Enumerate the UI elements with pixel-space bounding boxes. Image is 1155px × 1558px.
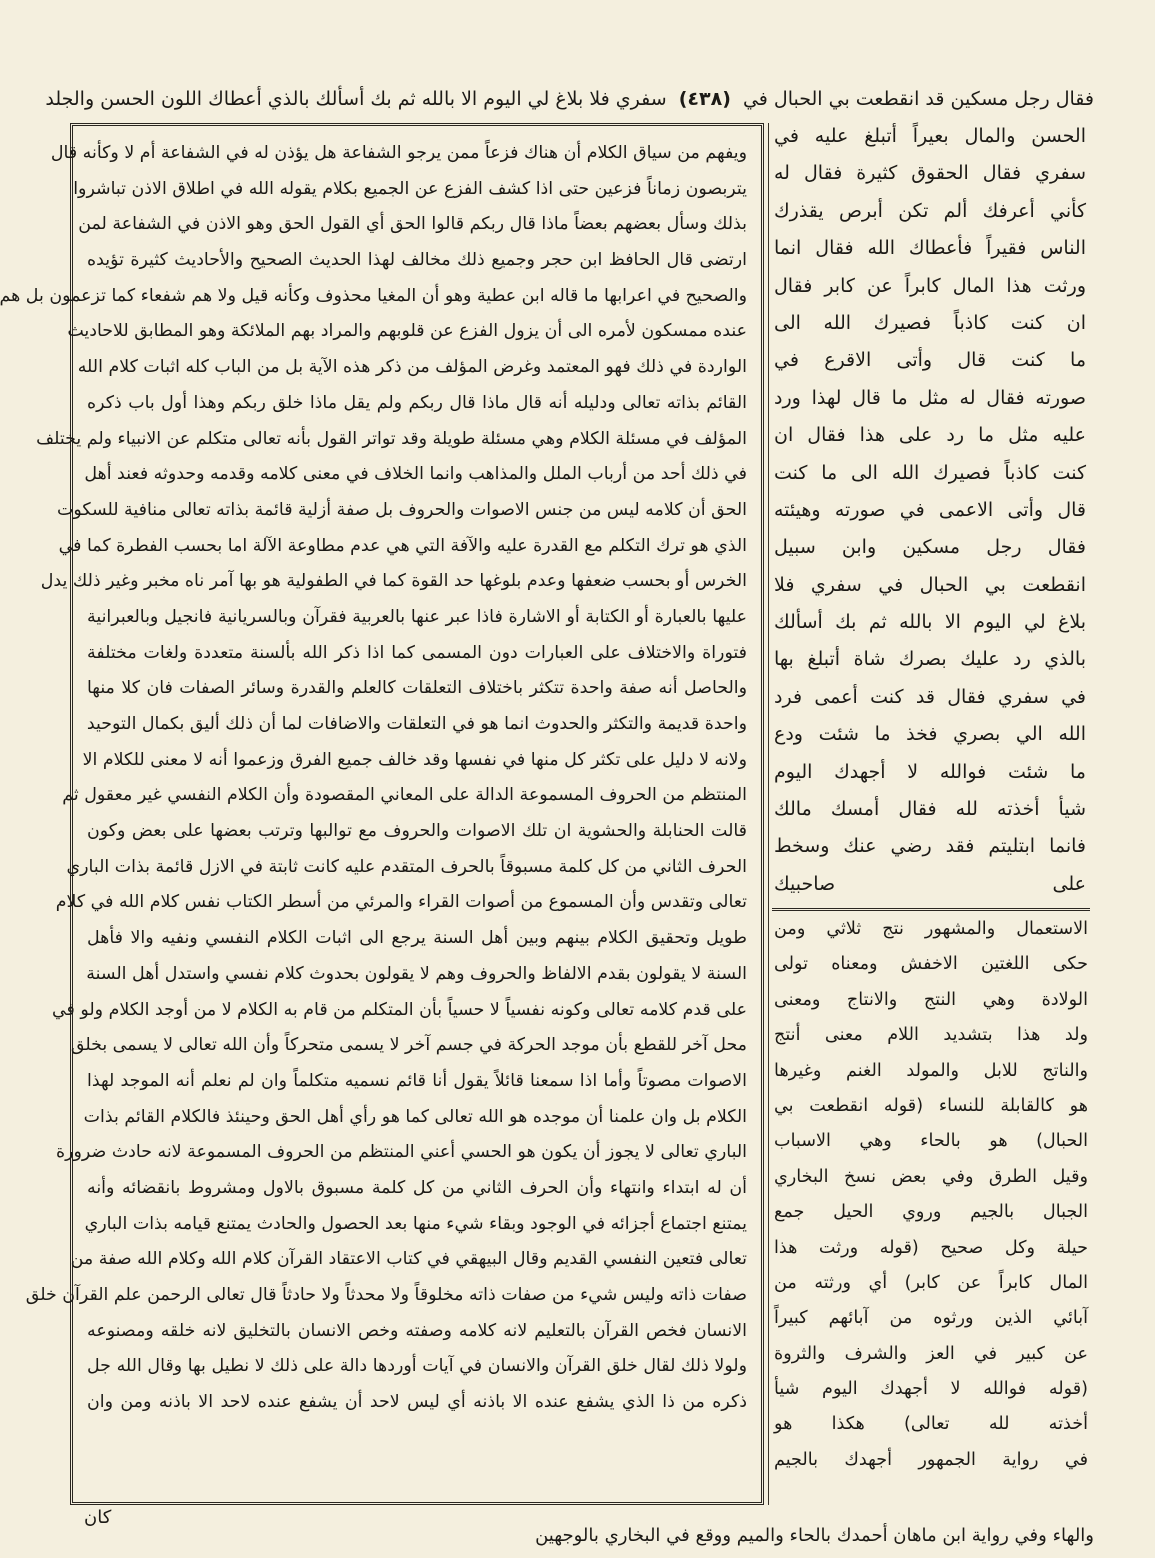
footer-line: والهاء وفي رواية ابن ماهان أحمدك بالحاء والميم ووقع في البخاري بالوجهين (535, 1525, 1094, 1546)
side-commentary-line: أخذته لله تعالى) هكذا هو (774, 1414, 1088, 1435)
commentary-line: صفات ذاته وليس شيء من صفات ذاته مخلوقاً ولا محدثاً ولا حادثاً قال تعالى الرحمن علم القرآن خلق (25, 1285, 747, 1305)
commentary-line: المؤلف في مسئلة الكلام وهي مسئلة طويلة وقد تواتر القول بأنه تعالى متكلم عن الانبياء ولم يختلف (36, 428, 747, 449)
main-text-line: قال وأتى الاعمى في صورته وهيئته (774, 498, 1086, 521)
commentary-line: عليها بالعبارة أو الكتابة أو الاشارة فاذا عبر عنها بالعربية فقرآن وبالسريانية فانجيل وبالعبرانية (87, 606, 747, 627)
side-commentary-line: (قوله فوالله لا أجهدك اليوم شيأ (774, 1379, 1088, 1400)
commentary-line: محل آخر للقطع بأن موجد الحركة في جسم آخر لا يسمى متحركاً وأن الله تعالى لا يسمى بخلق (70, 1035, 747, 1056)
main-text-line: ما كنت قال وأتى الاقرع في (774, 349, 1086, 372)
header-left-text: سفري فلا بلاغ لي اليوم الا بالله ثم بك أسألك بالذي أعطاك اللون الحسن والجلد (45, 88, 667, 110)
main-text-line: صورته فقال له مثل ما قال لهذا ورد (774, 386, 1086, 409)
commentary-line: الباري تعالى لا يجوز أن يكون هو الحسي أعني المنتظم من الحروف المسموعة لانه حادث ضرورة (56, 1142, 747, 1163)
main-text-line: على صاحبيك (774, 872, 1086, 895)
commentary-line: الاصوات مصوتاً وأما اذا سمعنا قائلاً يقول أنا قائم نسميه متكلماً وان لم نعلم أنه الموجد لهذا (87, 1070, 747, 1091)
commentary-line: ارتضى قال الحافظ ابن حجر وجميع ذلك مخالف لهذا الحديث الصحيح والأحاديث كثيرة تؤيده (87, 250, 747, 271)
commentary-line: ذكره من ذا الذي يشفع عنده الا باذنه أي ليس لاحد أن يشفع عنده لاحد الا باذنه ومن وان (87, 1392, 747, 1413)
main-text-line: بلاغ لي اليوم الا بالله ثم بك أسألك (774, 611, 1086, 634)
side-commentary-line: ولد هذا بتشديد اللام معنى أنتج (774, 1025, 1088, 1046)
side-commentary-line: هو كالقابلة للنساء (قوله انقطعت بي (774, 1095, 1088, 1116)
commentary-line: فتوراة والاختلاف على العبارات دون المسمى كما اذا ذكر الله بألسنة متعددة ولغات مختلفة (87, 642, 747, 663)
commentary-line: السنة لا يقولون بقدم الالفاظ والحروف وهم لا يقولون بحدوث كلام نفسي واستدل أهل السنة (86, 963, 747, 984)
commentary-line: الذي هو ترك التكلم مع القدرة عليه والآفة التي هي عدم مطاوعة الآلة اما بحسب الفطرة كما في (58, 535, 747, 556)
commentary-line: الانسان فخص القرآن بالتعليم لانه كلامه وصفته وخص الانسان بالتخليق لانه خلقه ومصنوعه (87, 1320, 747, 1341)
main-text-line: ان كنت كاذباً فصيرك الله الى (774, 311, 1086, 334)
main-text-line: انقطعت بي الحبال في سفري فلا (774, 573, 1086, 596)
commentary-line: والحاصل أنه صفة واحدة تتكثر باختلاف التعلقات كالعلم والقدرة وسائر الصفات فان كلا منها (87, 678, 747, 699)
main-text-line: في سفري فقال قد كنت أعمى فرد (774, 685, 1086, 708)
commentary-line: الحرف الثاني من كل كلمة مسبوقاً بالحرف المتقدم عليه كانت ثابتة في الازل قائمة بذات الباري (66, 856, 747, 877)
side-commentary-line: وقيل الطرق وفي بعض نسخ البخاري (774, 1166, 1088, 1187)
side-commentary-line: آبائي الذين ورثوه من آبائهم كبيراً (774, 1308, 1088, 1329)
main-text-line: بالذي رد عليك بصرك شاة أتبلغ بها (774, 648, 1086, 671)
main-text-line: الله الي بصري فخذ ما شئت ودع (774, 723, 1086, 746)
header-right-text: فقال رجل مسكين قد انقطعت بي الحبال في (742, 88, 1094, 110)
side-commentary-line: عن كبير في العز والشرف والثروة (774, 1343, 1088, 1364)
commentary-line: طويل وتحقيق الكلام بينهم وبين أهل السنة يرجع الى اثبات الكلام النفسي ونفيه والا فأهل (87, 928, 747, 949)
commentary-line: ويفهم من سياق الكلام أن هناك فزعاً ممن يرجو الشفاعة هل يؤذن له في الشفاعة أم لا وكأنه قال (50, 143, 747, 163)
page-number: (٤٣٨) (678, 88, 731, 110)
main-text-line: ورثت هذا المال كابراً عن كابر فقال (774, 274, 1086, 297)
main-text-line: عليه مثل ما رد على هذا فقال ان (774, 424, 1086, 447)
commentary-line: يتربصون زماناً فزعين حتى اذا كشف الفزع عن الجميع بكلام يقوله الله في اطلاق الاذن تباشروا (73, 178, 747, 199)
main-text-line: شيأ أخذته لله فقال أمسك مالك (774, 798, 1086, 821)
main-text-line: الحسن والمال بعيراً أتبلغ عليه في (774, 125, 1086, 147)
commentary-line: أن له ابتداء وانتهاء وأن الحرف الثاني من كل كلمة مسبوق بالاول ومشروط بانقضائه وأنه (87, 1177, 747, 1198)
header-line (45, 84, 1094, 114)
commentary-line: عنده ممسكون لأمره الى أن يزول الفزع عن قلوبهم والمراد بهم الملائكة وهو المطابق للاحاديث (67, 321, 747, 342)
commentary-line: ولانه لا دليل على تكثر كل منها في نفسها وقد خالف جميع الفرق وزعموا أنه لا معنى للكلام الا (82, 749, 747, 770)
commentary-line: واحدة قديمة والتكثر والحدوث انما هو في التعلقات والاضافات لما أن ذلك أليق بكمال التوحيد (86, 714, 747, 734)
main-text-column (774, 118, 1086, 908)
side-commentary-line: حيلة وكل صحيح (قوله ورثت هذا (774, 1237, 1088, 1258)
main-text-line: كنت كاذباً فصيرك الله الى ما كنت (774, 461, 1086, 484)
commentary-line: في ذلك أحد من أرباب الملل والمذاهب وانما الخلاف في معنى كلامه وقدمه وحدوثه فعند أهل (84, 464, 747, 485)
commentary-line: على قدم كلامه تعالى وكونه نفسياً لا حسياً بأن المتكلم من قام به الكلام لا من أوجد الكلام ولو في (52, 999, 747, 1020)
main-text-line: فقال رجل مسكين وابن سبيل (774, 536, 1086, 559)
commentary-line: الخرس أو بحسب ضعفها وعدم بلوغها حد القوة كما في الطفولية هو بها آمر ناه مخبر وغير ذلك يدل (40, 571, 747, 592)
commentary-line: الواردة في ذلك فهو المعتمد وغرض المؤلف من ذكر هذه الآية بل من الباب كله اثبات كلام الله (77, 357, 747, 378)
commentary-line: قالت الحنابلة والحشوية ان تلك الاصوات والحروف مع توالبها وترتب بعضها على بعض وكون (87, 821, 747, 842)
side-commentary-line: الجبال بالجيم وروي الحيل جمع (774, 1202, 1088, 1223)
commentary-line: الكلام بل وان علمنا أن موجده هو الله تعالى كما هو رأي أهل الحق وحينئذ فالكلام القائم بذات (83, 1106, 747, 1127)
side-commentary-line: المال كابراً عن كابر) أي ورثته من (774, 1272, 1088, 1293)
commentary-line: القائم بذاته تعالى ودليله أنه قال ماذا قال ربكم ولم يقل ماذا خلق ربكم وهذا أول باب ذكره (87, 392, 747, 413)
commentary-line: الحق أن كلامه ليس من جنس الاصوات والحروف بل صفة أزلية قائمة بذاته تعالى منافية للسكوت (57, 499, 747, 520)
side-commentary-line: الولادة وهي النتج والانتاج ومعنى (774, 989, 1088, 1010)
side-commentary-line: الحبال) هو بالحاء وهي الاسباب (774, 1131, 1088, 1152)
side-commentary-line: في رواية الجمهور أجهدك بالجيم (774, 1449, 1088, 1470)
main-text-line: ما شئت فوالله لا أجهدك اليوم (774, 760, 1086, 783)
commentary-line: المنتظم من الحروف المسموعة الدالة على المعاني المقصودة وأن الكلام النفسي غير معقول ثم (62, 785, 747, 806)
commentary-line: تعالى وتقدس وأن المسموع من أصوات القراء والمرئي من أسطر الكتاب نفس كلام الله في كلام (55, 892, 747, 913)
commentary-main-frame (0, 123, 764, 1505)
main-text-line: سفري فقال الحقوق كثيرة فقال له (774, 162, 1086, 185)
main-text-line: كأني أعرفك ألم تكن أبرص يقذرك (774, 199, 1086, 222)
commentary-line: ولولا ذلك لقال خلق القرآن والانسان في آيات أوردها دالة على ذلك لا نطيل بها وقال الله جل (87, 1356, 747, 1377)
side-divider (772, 908, 1090, 911)
side-commentary-line: الاستعمال والمشهور نتج ثلاثي ومن (774, 919, 1088, 939)
commentary-line: يمتنع اجتماع أجزائه في الوجود وبقاء شيء منها بعد الحصول والحادث يمتنع قيامه بذات الباري (84, 1213, 747, 1234)
column-rule (768, 123, 769, 1505)
commentary-side-column (774, 912, 1088, 1497)
commentary-line: تعالى فتعين النفسي القديم وقال البيهقي في كتاب الاعتقاد القرآن كلام الله وكلام الله صفة من (70, 1249, 747, 1270)
catchword: كان (84, 1507, 112, 1528)
side-commentary-line: والناتج للابل والمولد الغنم وغيرها (774, 1060, 1088, 1081)
commentary-line: والصحيح في اعرابها ما قاله ابن عطية وهو أن المغيا محذوف وكأنه قيل ولا هم شفعاء كما تزعمون بل هم (0, 285, 747, 306)
main-text-line: فانما ابتليتم فقد رضي عنك وسخط (774, 835, 1086, 858)
side-commentary-line: حكى اللغتين الاخفش ومعناه تولى (774, 954, 1088, 975)
commentary-line: بذلك وسأل بعضهم بعضاً ماذا قال ربكم قالوا الحق أي القول الحق وهو الاذن في الشفاعة لمن (78, 214, 747, 235)
main-text-line: الناس فقيراً فأعطاك الله فقال انما (774, 237, 1086, 260)
